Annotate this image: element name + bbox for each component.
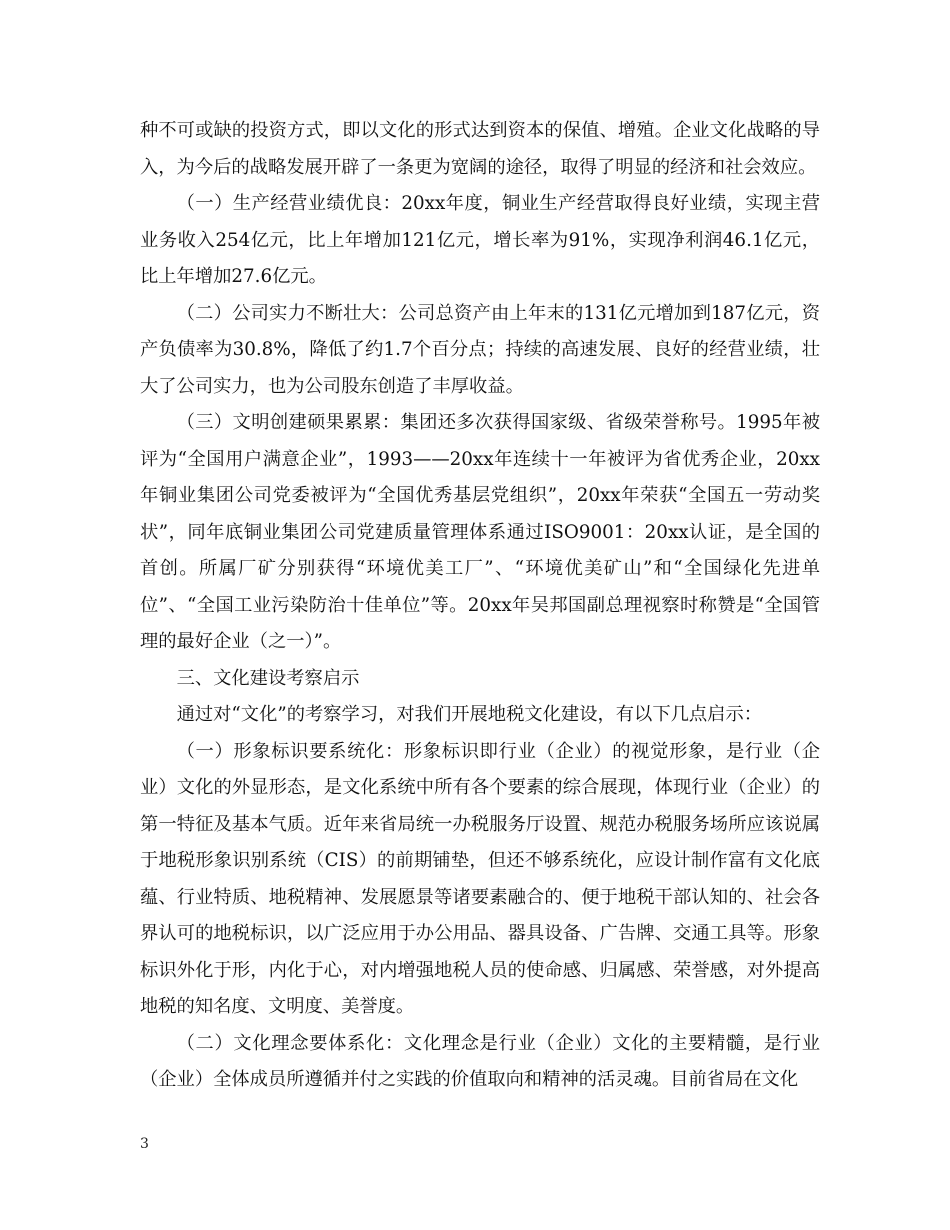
paragraph-continuation: 种不可或缺的投资方式，即以文化的形式达到资本的保值、增殖。企业文化战略的导入，为今后的战略发展开辟了一条更为宽阔的途径，取得了明显的经济和社会效应。 [140,120,820,178]
paragraph-culture-concept: （二）文化理念要体系化：文化理念是行业（企业）文化的主要精髓，是行业（企业）全体成员所遵循并付之实践的价值取向和精神的活灵魂。目前省局在文化 [140,1032,820,1090]
paragraph-strength: （二）公司实力不断壮大：公司总资产由上年末的131亿元增加到187亿元，资产负债率为30.8%，降低了约1.7个百分点；持续的高速发展、良好的经营业绩，壮大了公司实力，也为公司股东创造了丰厚收益。 [140,302,820,397]
page-number: 3 [140,1136,149,1152]
paragraph-intro: 通过对“文化”的考察学习，对我们开展地税文化建设，有以下几点启示： [176,704,763,725]
section-heading: 三、文化建设考察启示 [176,667,360,689]
body-text [140,113,820,1099]
paragraph-performance: （一）生产经营业绩优良：20xx年度，铜业生产经营取得良好业绩，实现主营业务收入254亿元，比上年增加121亿元，增长率为91%，实现净利润46.1亿元，比上年增加27.6亿元。 [140,193,820,287]
paragraph-honors: （三）文明创建硕果累累：集团还多次获得国家级、省级荣誉称号。1995年被评为“全国用户满意企业”，1993——20xx年连续十一年被评为省优秀企业，20xx年铜业集团公司党委被评为“全国优秀基层党组织”，20xx年荣获“全国五一劳动奖状”，同年底铜业集团公司党建质量管理体系通过ISO9001：20xx认证，是全国的首创。所属厂矿分别获得“环境优美工厂”、“环境优美矿山”和“全国绿化先进单位”、“全国工业污染防治十佳单位”等。20xx年吴邦国副总理视察时称赞是“全国管理的最好企业（之一）”。 [140,412,820,652]
paragraph-image-identity: （一）形象标识要系统化：形象标识即行业（企业）的视觉形象，是行业（企业）文化的外显形态，是文化系统中所有各个要素的综合展现，体现行业（企业）的第一特征及基本气质。近年来省局统一办税服务厅设置、规范办税服务场所应该说属于地税形象识别系统（CIS）的前期铺垫，但还不够系统化，应设计制作富有文化底蕴、行业特质、地税精神、发展愿景等诸要素融合的、便于地税干部认知的、社会各界认可的地税标识，以广泛应用于办公用品、器具设备、广告牌、交通工具等。形象标识外化于形，内化于心，对内增强地税人员的使命感、归属感、荣誉感，对外提高地税的知名度、文明度、美誉度。 [140,740,820,1017]
